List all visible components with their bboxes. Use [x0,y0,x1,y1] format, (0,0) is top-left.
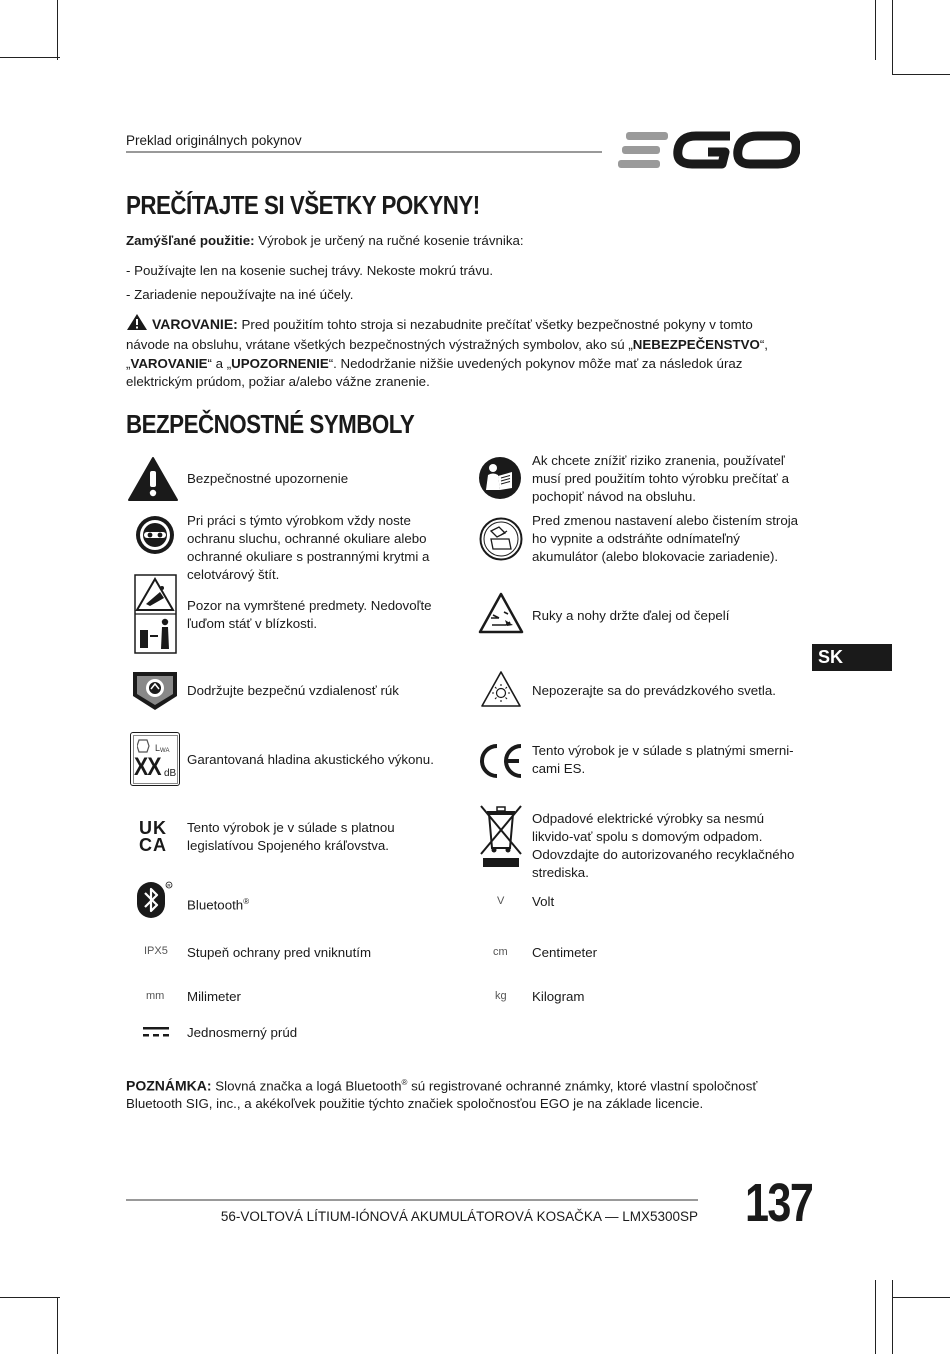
warning-term: UPOZORNENIE [231,355,329,371]
symbol-description: Pred zmenou nastavení alebo čistením stroja ho vypnite a odstráňte odnímateľný akumulátor (alebo blokovacie zariadenie). [532,513,799,564]
warning-term: VAROVANIE [130,355,208,371]
safe-distance-icon [131,670,179,717]
blade-hands-feet-icon [478,592,524,639]
ear-eye-protection-icon [128,508,182,562]
note-label: POZNÁMKA: [126,1077,212,1094]
symbol-description: Pozor na vymrštené predmety. Nedovoľte ľuďom stáť v blízkosti. [187,598,432,631]
bluetooth-text: Bluetooth [187,897,244,913]
warning-text: “. Nedodržanie nižšie uvedených pokynov môže mať za následok úraz elektrickým prúdom, požiar a/alebo vážne zranenie. [126,355,743,390]
ukca-top: UK [139,818,167,838]
ipx5-label: IPX5 [144,945,168,957]
bullet-item: - Zariadenie nepoužívajte na iné účely. [126,287,354,302]
crop-mark [892,1297,950,1298]
sound-power-value: XX [134,753,161,781]
symbol-description: Bezpečnostné upozornenie [187,471,349,486]
bluetooth-icon [136,880,174,925]
light-warning-icon [480,670,522,713]
warning-paragraph [126,313,791,392]
kg-label: kg [495,990,507,1002]
section-title: BEZPEČNOSTNÉ SYMBOLY [126,409,415,439]
document-subtitle: Preklad originálnych pokynov [126,133,302,148]
symbol-description [187,893,462,914]
sound-power-unit: dB [164,768,177,779]
header-rule [126,151,602,153]
ego-logo [618,128,800,172]
svg-text:L: L [155,743,161,753]
remove-battery-icon [479,517,523,566]
intended-use-label: Zamýšľané použitie: [126,233,255,248]
symbol-description: Garantovaná hladina akustického výkonu. [187,752,434,767]
crop-mark [892,74,950,75]
warning-triangle-icon [126,313,148,336]
bullet-item: - Používajte len na kosenie suchej trávy. Nekoste mokrú trávu. [126,263,494,278]
note-text: sú registrované ochranné známky, ktoré vlastní spoločnosť Bluetooth SIG, inc., a akékoľvek použitie týchto značiek spoločnosťou EGO je na základe licencie. [126,1078,758,1112]
note-paragraph [126,1074,786,1113]
symbol-description: Stupeň ochrany pred vniknutím [187,945,372,960]
svg-text:WA: WA [160,748,170,753]
intended-use-text: Výrobok je určený na ručné kosenie trávnika: [254,233,524,248]
svg-text:R: R [167,883,171,888]
crop-mark [875,0,876,60]
volt-label: V [497,895,505,907]
symbol-description: Dodržujte bezpečnú vzdialenosť rúk [187,683,399,698]
symbol-description: Nepozerajte sa do prevádzkového svetla. [532,683,776,698]
registered-mark: ® [243,897,250,906]
ukca-bottom: CA [139,835,167,855]
symbol-description: Volt [532,894,555,909]
dc-current-icon [143,1025,169,1044]
note-text: Slovná značka a logá Bluetooth [211,1078,402,1094]
thrown-objects-icon [134,574,177,659]
symbol-description: Kilogram [532,989,585,1004]
crop-mark [57,1297,58,1354]
crop-mark [892,0,893,75]
crop-mark [875,1280,876,1354]
mm-label: mm [146,990,165,1002]
crop-mark [892,1280,893,1354]
page-number: 137 [745,1173,813,1233]
symbol-description: Tento výrobok je v súlade s platnou legislatívou Spojeného kráľovstva. [187,820,395,853]
sound-power-icon [130,732,180,786]
language-badge: SK [812,644,892,671]
symbol-description: Centimeter [532,945,598,960]
symbol-description: Ak chcete znížiť riziko zranenia, používateľ musí pred použitím tohto výrobku prečítať a pochopiť návod na obsluhu. [532,453,790,504]
safety-alert-icon [126,452,180,506]
symbol-description: Milimeter [187,989,241,1004]
warning-text: “ a „ [207,355,232,371]
crop-mark [0,57,60,58]
read-manual-icon [478,456,522,505]
weee-bin-icon [479,804,523,873]
footer-product-title: 56-VOLTOVÁ LÍTIUM-IÓNOVÁ AKUMULÁTOROVÁ KOSAČKA — LMX5300SP [220,1209,698,1224]
crop-mark [0,1297,60,1298]
page-title: PREČÍTAJTE SI VŠETKY POKYNY! [126,190,480,220]
cm-label: cm [493,946,508,958]
footer-rule [126,1199,698,1201]
registered-mark: ® [401,1078,408,1087]
ce-mark-icon [479,743,525,784]
symbol-description: Tento výrobok je v súlade s platnými smerni-cami ES. [532,743,794,776]
crop-mark [57,0,58,60]
warning-label: VAROVANIE: [152,316,238,332]
warning-term: NEBEZPEČENSTVO [632,337,760,353]
symbol-description: Pri práci s týmto výrobkom vždy noste ochranu sluchu, ochranné okuliare alebo ochranné okuliare s postrannými krytmi a celotvárový štít. [187,513,430,582]
symbol-description: Ruky a nohy držte ďalej od čepelí [532,608,730,623]
warning-text: “, „ [126,337,768,371]
warning-text: Pred použitím tohto stroja si nezabudnite prečítať všetky bezpečnostné pokyny v tomto návode na obsluhu, vrátane všetkých bezpečnostných výstražných symbolov, ako sú „ [126,317,753,353]
symbol-description: Jednosmerný prúd [187,1025,298,1040]
ukca-icon [139,820,173,854]
symbol-description: Odpadové elektrické výrobky sa nesmú likvido-vať spolu s domovým odpadom. Odovzdajte do autorizovaného recyklačného strediska. [532,811,795,880]
intended-use [126,232,796,250]
